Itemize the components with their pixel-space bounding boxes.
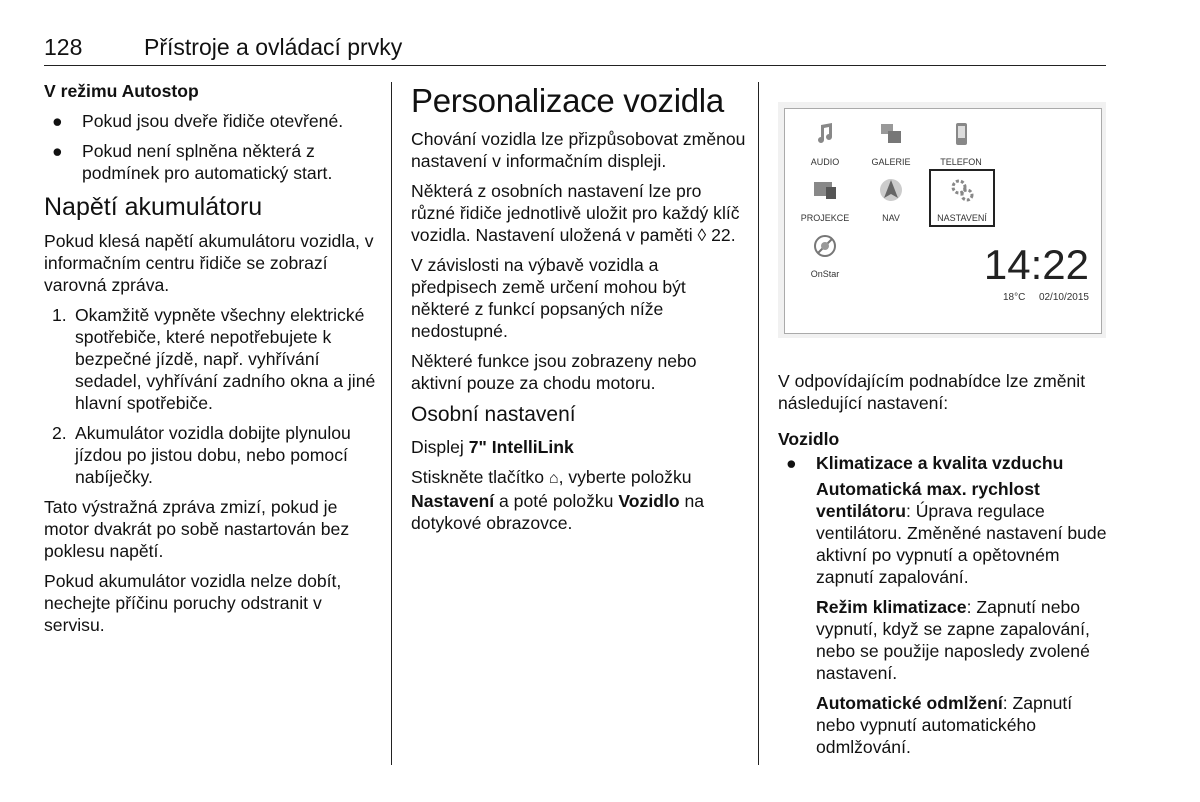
onstar-icon [812,233,838,259]
column-left [44,80,379,644]
column-right [778,80,1108,766]
clock-time: 14:22 [983,241,1089,288]
paragraph: Tato výstražná zpráva zmizí, pokud je motor dvakrát po sobě nastartován bez poklesu napětí. [44,497,350,561]
setting-description: Automatické odmlžení: Zapnutí nebo vypnutí automatického odmlžování. [816,693,1073,757]
column-divider [758,82,759,765]
page-number: 128 [44,34,83,60]
list-item: ● Klimatizace a kvalita vzduchu [786,453,1064,473]
setting-description: Automatická max. rychlost ventilátoru: Úprava regulace ventilátoru. Změněné nastavení bude aktivní po vypnutí a opětovném zapnutí zapalování. [816,479,1107,587]
paragraph: Chování vozidla lze přizpůsobovat změnou nastavení v informačním displeji. [411,129,746,171]
list-item: ● Pokud není splněna některá z podmínek pro automatický start. [52,141,333,183]
navigation-arrow-icon [878,177,904,203]
page-header [44,34,1106,66]
instruction: Stiskněte tlačítko ⌂, vyberte položku Nastavení a poté položku Vozidlo na dotykové obrazovce. [411,467,705,533]
setting-description: Režim klimatizace: Zapnutí nebo vypnutí, když se zapne zapalování, nebo se použije naposledy zvolené nastavení. [816,597,1090,683]
paragraph: V odpovídajícím podnabídce lze změnit následující nastavení: [778,371,1086,413]
date: 02/10/2015 [1038,292,1089,303]
app-onstar: OnStar [795,233,855,285]
chapter-title: Přístroje a ovládací prvky [144,34,403,60]
app-projection: PROJEKCE [795,177,855,229]
paragraph: Některá z osobních nastavení lze pro různé řidiče jednotlivě uložit pro každý klíč vozidla. Nastavení uložená v paměti ◊ 22. [411,181,740,245]
list-item: 2. Akumulátor vozidla dobijte plynulou jízdou po jistou dobu, nebo pomocí nabíječky. [52,423,351,487]
column-divider [391,82,392,765]
home-icon: ⌂ [548,470,559,487]
bullet-icon: ● [52,111,63,131]
gear-icon [949,177,975,203]
battery-intro: Pokud klesá napětí akumulátoru vozidla, v informačním centru řidiče se zobrazí varovná zpráva. [44,231,374,295]
battery-heading: Napětí akumulátoru [44,193,263,221]
section-title: Personalizace vozidla [411,82,724,119]
app-phone: TELEFON [931,121,991,173]
list-item: 1. Okamžitě vypněte všechny elektrické spotřebiče, které nepotřebujete k bezpečné jízdě, např. vyhřívání sedadel, vyhřívání zadního okna a jiné hlavní spotřebiče. [52,305,376,413]
music-note-icon [812,121,838,147]
app-audio: AUDIO [795,121,855,173]
app-settings-selected: NASTAVENÍ [929,169,995,227]
phone-icon [948,121,974,147]
gallery-icon [878,121,904,147]
projection-icon [812,177,838,203]
infotainment-screen-illustration [778,102,1106,338]
settings-list [778,452,1108,474]
subsection-heading: Osobní nastavení [411,403,576,426]
bullet-icon: ● [786,453,797,473]
temperature: 18°C [1003,292,1026,303]
paragraph: Některé funkce jsou zobrazeny nebo aktivní pouze za chodu motoru. [411,351,697,393]
vehicle-heading: Vozidlo [778,429,840,449]
autostop-heading: V režimu Autostop [44,81,199,101]
app-gallery: GALERIE [861,121,921,173]
autostop-list [44,110,379,184]
app-nav: NAV [861,177,921,229]
paragraph: Pokud akumulátor vozidla nelze dobít, nechejte příčinu poruchy odstranit v servisu. [44,571,342,635]
bullet-icon: ● [52,141,63,161]
list-item: ● Pokud jsou dveře řidiče otevřené. [52,111,344,131]
battery-steps [44,304,379,488]
column-middle [411,82,746,542]
display-line: Displej 7" IntelliLink [411,437,574,457]
paragraph: V závislosti na výbavě vozidla a předpisech země určení mohou být některé z funkcí popsaných níže nedostupné. [411,255,686,341]
